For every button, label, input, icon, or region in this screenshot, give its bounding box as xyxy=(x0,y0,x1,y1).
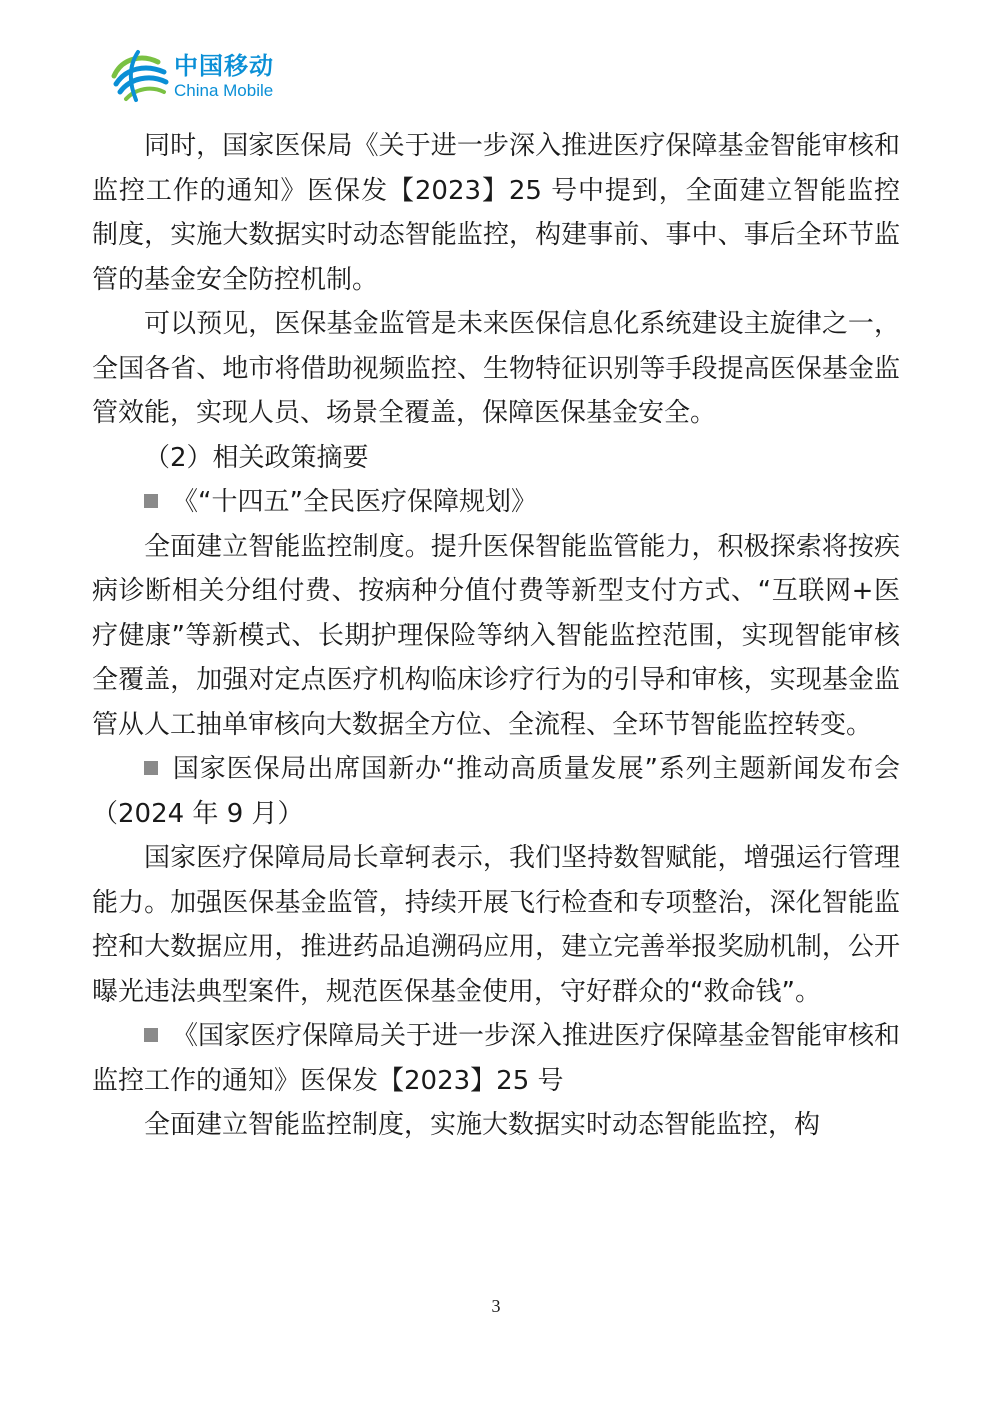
logo-text xyxy=(174,51,274,100)
china-mobile-logo-icon xyxy=(108,46,170,106)
paragraph: 全面建立智能监控制度，实施大数据实时动态智能监控，构 xyxy=(144,1110,821,1140)
logo-chinese-name: 中国移动 xyxy=(174,51,274,80)
paragraph: 同时，国家医保局《关于进一步深入推进医疗保障基金智能审核和监控工作的通知》医保发【2023】25 号中提到，全面建立智能监控制度，实施大数据实时动态智能监控，构建事前、事中、事后全环节监管的基金安全防控机制。 xyxy=(92,131,900,295)
bullet-item xyxy=(92,1014,900,1103)
china-mobile-logo xyxy=(108,46,274,106)
document-body xyxy=(92,124,900,1148)
bullet-item xyxy=(92,480,900,525)
paragraph: 可以预见，医保基金监管是未来医保信息化系统建设主旋律之一，全国各省、地市将借助视频监控、生物特征识别等手段提高医保基金监管效能，实现人员、场景全覆盖，保障医保基金安全。 xyxy=(92,309,900,428)
bullet-text: 国家医保局出席国新办“推动高质量发展”系列主题新闻发布会（2024 年 9 月） xyxy=(92,754,900,829)
bullet-text: 《“十四五”全民医疗保障规划》 xyxy=(172,487,537,517)
square-bullet-icon xyxy=(144,1028,158,1042)
logo-english-name: China Mobile xyxy=(174,80,274,100)
section-heading: （2）相关政策摘要 xyxy=(144,442,369,473)
square-bullet-icon xyxy=(144,761,158,775)
page-number: 3 xyxy=(491,1296,501,1316)
paragraph: 国家医疗保障局局长章轲表示，我们坚持数智赋能，增强运行管理能力。加强医保基金监管，持续开展飞行检查和专项整治，深化智能监控和大数据应用，推进药品追溯码应用，建立完善举报奖励机制，公开曝光违法典型案件，规范医保基金使用，守好群众的“救命钱”。 xyxy=(92,843,900,1007)
bullet-text: 《国家医疗保障局关于进一步深入推进医疗保障基金智能审核和监控工作的通知》医保发【2023】25 号 xyxy=(92,1021,901,1096)
bullet-item xyxy=(92,747,900,836)
paragraph: 全面建立智能监控制度。提升医保智能监管能力，积极探索将按疾病诊断相关分组付费、按病种分值付费等新型支付方式、“互联网+医疗健康”等新模式、长期护理保险等纳入智能监控范围，实现智能审核全覆盖，加强对定点医疗机构临床诊疗行为的引导和审核，实现基金监管从人工抽单审核向大数据全方位、全流程、全环节智能监控转变。 xyxy=(92,531,900,740)
square-bullet-icon xyxy=(144,494,158,508)
